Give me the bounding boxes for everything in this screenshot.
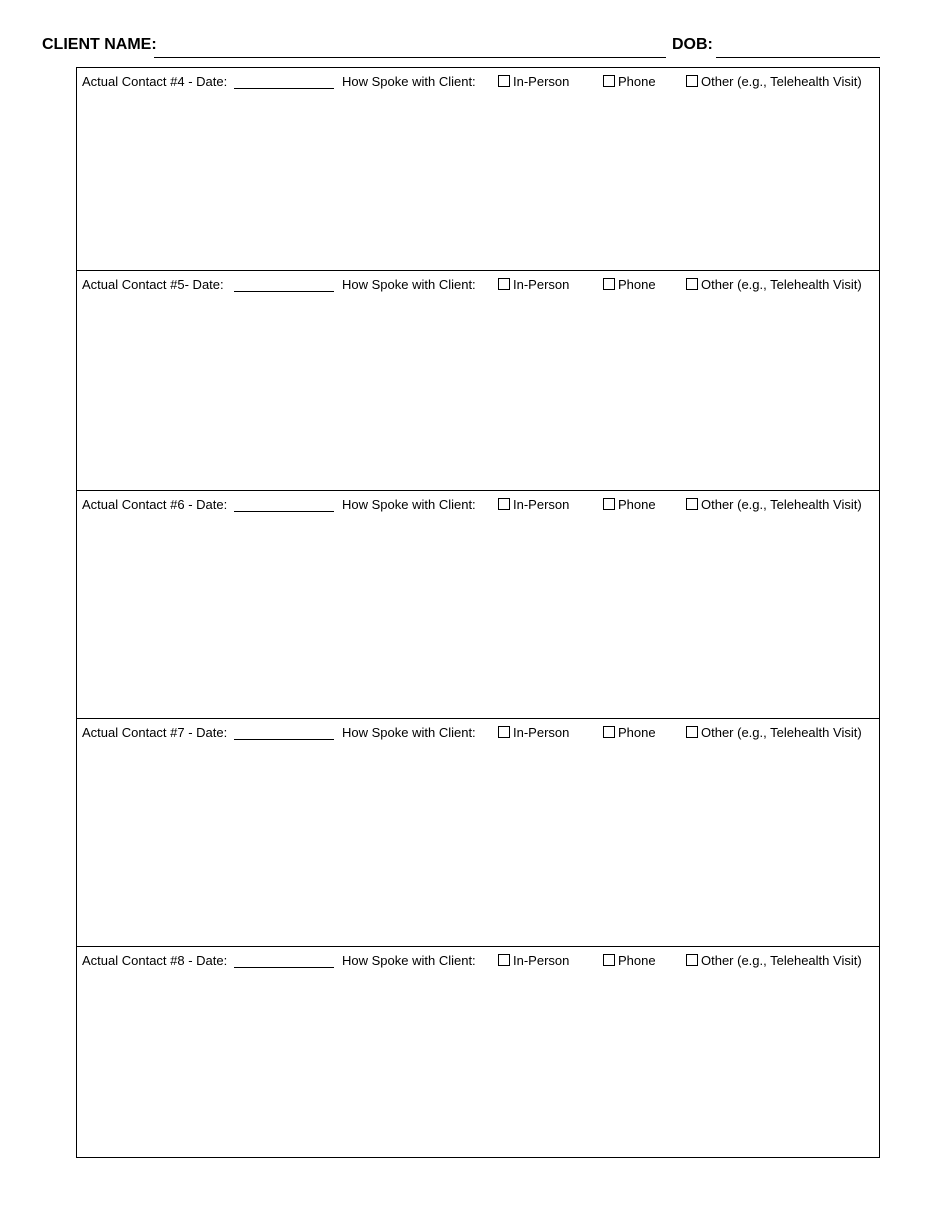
contact-section	[77, 719, 879, 947]
contact-section	[77, 68, 879, 271]
other-checkbox[interactable]	[686, 75, 698, 87]
phone-option[interactable]: Phone	[603, 725, 656, 740]
phone-option[interactable]: Phone	[603, 953, 656, 968]
other-option[interactable]: Other (e.g., Telehealth Visit)	[686, 497, 862, 512]
contact-date-field[interactable]	[234, 88, 334, 89]
phone-option[interactable]: Phone	[603, 277, 656, 292]
other-checkbox[interactable]	[686, 726, 698, 738]
client-name-label: CLIENT NAME:	[42, 36, 157, 53]
contact-section	[77, 491, 879, 719]
in-person-checkbox[interactable]	[498, 954, 510, 966]
other-checkbox[interactable]	[686, 278, 698, 290]
how-spoke-label: How Spoke with Client:	[342, 725, 476, 740]
in-person-checkbox[interactable]	[498, 726, 510, 738]
dob-field[interactable]	[716, 57, 880, 58]
contact-date-label: Actual Contact #8 - Date:	[82, 953, 228, 968]
other-option[interactable]: Other (e.g., Telehealth Visit)	[686, 74, 862, 89]
other-option[interactable]: Other (e.g., Telehealth Visit)	[686, 725, 862, 740]
phone-checkbox[interactable]	[603, 726, 615, 738]
in-person-checkbox[interactable]	[498, 75, 510, 87]
contact-date-label: Actual Contact #4 - Date:	[82, 74, 228, 89]
how-spoke-label: How Spoke with Client:	[342, 277, 476, 292]
contact-date-field[interactable]	[234, 739, 334, 740]
in-person-option[interactable]: In-Person	[498, 953, 569, 968]
other-option[interactable]: Other (e.g., Telehealth Visit)	[686, 953, 862, 968]
how-spoke-label: How Spoke with Client:	[342, 74, 476, 89]
contact-date-label: Actual Contact #5- Date:	[82, 277, 224, 292]
phone-checkbox[interactable]	[603, 278, 615, 290]
contact-date-label: Actual Contact #7 - Date:	[82, 725, 228, 740]
other-checkbox[interactable]	[686, 498, 698, 510]
contact-section	[77, 947, 879, 1157]
phone-option[interactable]: Phone	[603, 497, 656, 512]
how-spoke-label: How Spoke with Client:	[342, 497, 476, 512]
phone-checkbox[interactable]	[603, 75, 615, 87]
contact-date-label: Actual Contact #6 - Date:	[82, 497, 228, 512]
in-person-option[interactable]: In-Person	[498, 74, 569, 89]
dob-label: DOB:	[672, 36, 713, 53]
in-person-option[interactable]: In-Person	[498, 277, 569, 292]
contacts-table	[76, 67, 880, 1158]
client-name-field[interactable]	[154, 57, 666, 58]
in-person-checkbox[interactable]	[498, 278, 510, 290]
other-checkbox[interactable]	[686, 954, 698, 966]
in-person-checkbox[interactable]	[498, 498, 510, 510]
phone-checkbox[interactable]	[603, 498, 615, 510]
contact-date-field[interactable]	[234, 291, 334, 292]
phone-checkbox[interactable]	[603, 954, 615, 966]
contact-section	[77, 271, 879, 491]
other-option[interactable]: Other (e.g., Telehealth Visit)	[686, 277, 862, 292]
contact-date-field[interactable]	[234, 511, 334, 512]
how-spoke-label: How Spoke with Client:	[342, 953, 476, 968]
in-person-option[interactable]: In-Person	[498, 497, 569, 512]
phone-option[interactable]: Phone	[603, 74, 656, 89]
contact-date-field[interactable]	[234, 967, 334, 968]
in-person-option[interactable]: In-Person	[498, 725, 569, 740]
